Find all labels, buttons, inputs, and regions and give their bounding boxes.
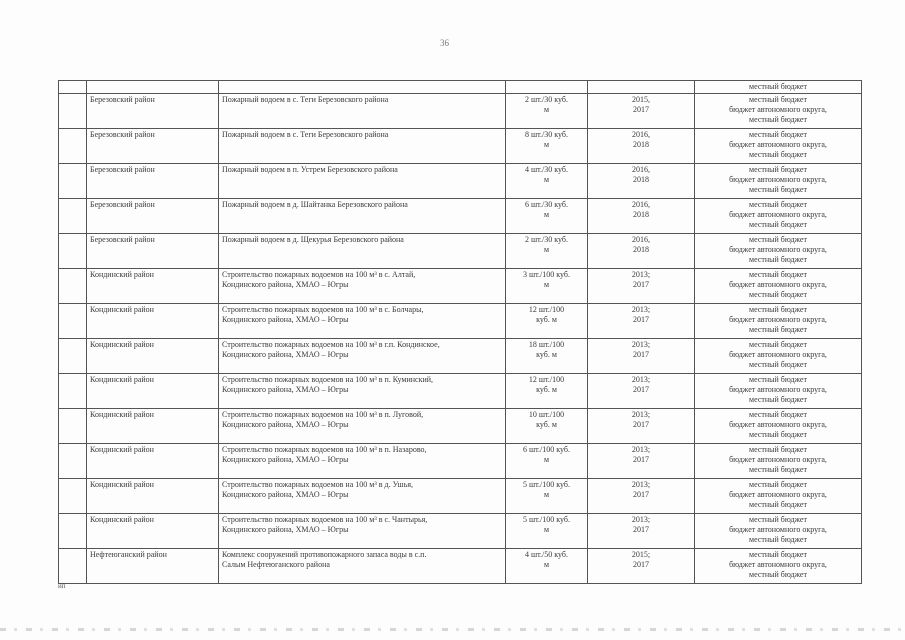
cell-district-text: Березовский район: [90, 165, 155, 174]
cell-district-text: Березовский район: [90, 235, 155, 244]
cell-funding-line: местный бюджет: [749, 115, 807, 124]
cell-years-line: 2016,: [632, 165, 650, 174]
cell-object: [219, 514, 506, 549]
cell-quantity-line: м: [543, 140, 550, 149]
cell-object-line: Кондинского района, ХМАО – Югры: [222, 420, 349, 429]
cell-quantity-line: 2 шт./30 куб.: [524, 235, 568, 244]
cell-quantity-line: 10 шт./100: [528, 410, 565, 419]
cell-years-line: 2013;: [631, 480, 651, 489]
cell-years: [588, 94, 695, 129]
cell-years: [588, 479, 695, 514]
cell-funding-line: местный бюджет: [749, 395, 807, 404]
cell-district: [87, 199, 219, 234]
cell-years-line: 2017: [633, 385, 649, 394]
cell-years-line: 2013;: [631, 270, 651, 279]
cell-quantity: [506, 234, 588, 269]
cell-years-line: 2013;: [631, 515, 651, 524]
cell-quantity-line: 8 шт./30 куб.: [524, 130, 568, 139]
cell-quantity: [506, 81, 588, 94]
cell-years-line: 2018: [633, 210, 649, 219]
cell-district: [87, 479, 219, 514]
page-number: 36: [440, 38, 449, 48]
cell-years-line: 2018: [633, 175, 649, 184]
cell-years: [588, 514, 695, 549]
cell-district: [87, 374, 219, 409]
cell-years-line: 2017: [633, 490, 649, 499]
cell-funding: [695, 409, 862, 444]
cell-funding: [695, 339, 862, 374]
cell-years: [588, 444, 695, 479]
table-row: [59, 549, 862, 584]
cell-object-line: Строительство пожарных водоемов на 100 м³ в д. Ушья,: [222, 480, 414, 489]
cell-object-line: Строительство пожарных водоемов на 100 м³ в с. Чантырья,: [222, 515, 428, 524]
cell-object-line: Строительство пожарных водоемов на 100 м³ в г.п. Кондинское,: [222, 340, 440, 349]
cell-quantity-line: 2 шт./30 куб.: [524, 95, 568, 104]
cell-funding-line: местный бюджет: [749, 360, 807, 369]
cell-years-line: 2013;: [631, 340, 651, 349]
cell-object: [219, 269, 506, 304]
cell-object-line: Пожарный водоем в д. Щекурья Березовского района: [222, 235, 404, 244]
cell-object-line: Кондинского района, ХМАО – Югры: [222, 280, 349, 289]
cell-index: [59, 199, 87, 234]
cell-quantity: [506, 269, 588, 304]
cell-district-text: Кондинский район: [90, 410, 154, 419]
cell-funding: [695, 549, 862, 584]
cell-quantity: [506, 479, 588, 514]
cell-funding: [695, 374, 862, 409]
cell-funding-line: местный бюджет: [749, 480, 807, 489]
cell-funding-line: местный бюджет: [749, 535, 807, 544]
scan-artifact-strip: [0, 628, 905, 631]
cell-funding: [695, 514, 862, 549]
cell-years-line: 2018: [633, 140, 649, 149]
cell-index: [59, 444, 87, 479]
table-row: [59, 304, 862, 339]
table-row: [59, 409, 862, 444]
cell-quantity-line: м: [543, 525, 550, 534]
cell-years-line: 2017: [633, 315, 649, 324]
cell-object: [219, 81, 506, 94]
cell-quantity: [506, 549, 588, 584]
cell-district: [87, 409, 219, 444]
cell-district-text: Березовский район: [90, 130, 155, 139]
cell-quantity: [506, 199, 588, 234]
cell-quantity-line: м: [543, 210, 550, 219]
cell-quantity-line: м: [543, 560, 550, 569]
cell-funding-line: бюджет автономного округа,: [729, 525, 827, 534]
cell-quantity: [506, 164, 588, 199]
cell-index: [59, 304, 87, 339]
cell-index: [59, 409, 87, 444]
cell-funding-line: бюджет автономного округа,: [729, 455, 827, 464]
cell-funding-line: местный бюджет: [749, 410, 807, 419]
cell-years-line: 2017: [633, 455, 649, 464]
table-row: [59, 269, 862, 304]
cell-funding-line: бюджет автономного округа,: [729, 245, 827, 254]
cell-quantity-line: 6 шт./100 куб.: [522, 445, 570, 454]
table-row: [59, 234, 862, 269]
cell-funding-line: местный бюджет: [749, 340, 807, 349]
cell-years-line: 2013;: [631, 445, 651, 454]
cell-funding-line: местный бюджет: [749, 270, 807, 279]
cell-funding-line: местный бюджет: [749, 570, 807, 579]
cell-district-text: Нефтеюганский район: [90, 550, 167, 559]
cell-funding: [695, 164, 862, 199]
cell-quantity-line: 4 шт./30 куб.: [524, 165, 568, 174]
cell-years-line: 2016,: [632, 235, 650, 244]
cell-object-line: Кондинского района, ХМАО – Югры: [222, 455, 349, 464]
cell-object-line: Строительство пожарных водоемов на 100 м³ в п. Куминский,: [222, 375, 434, 384]
cell-years: [588, 339, 695, 374]
cell-object-line: Кондинского района, ХМАО – Югры: [222, 350, 349, 359]
cell-funding-line: местный бюджет: [749, 95, 807, 104]
table-row: [59, 444, 862, 479]
cell-funding-line: бюджет автономного округа,: [729, 350, 827, 359]
cell-index: [59, 549, 87, 584]
cell-quantity-line: куб. м: [536, 420, 557, 429]
cell-quantity: [506, 514, 588, 549]
cell-funding-line: бюджет автономного округа,: [729, 175, 827, 184]
cell-funding: [695, 444, 862, 479]
cell-years: [588, 549, 695, 584]
cell-quantity-line: куб. м: [536, 385, 557, 394]
cell-years-line: 2017: [633, 420, 649, 429]
cell-funding-line: бюджет автономного округа,: [729, 560, 827, 569]
cell-district: [87, 549, 219, 584]
cell-quantity-line: куб. м: [536, 315, 557, 324]
cell-funding-line: бюджет автономного округа,: [729, 490, 827, 499]
cell-quantity-line: м: [543, 455, 550, 464]
cell-object: [219, 304, 506, 339]
cell-district-text: Кондинский район: [90, 305, 154, 314]
table-row: [59, 94, 862, 129]
table-header-row: [59, 81, 862, 94]
fire-reservoir-table: [58, 80, 862, 584]
cell-years: [588, 81, 695, 94]
cell-object: [219, 94, 506, 129]
cell-object-line: Пожарный водоем в п. Устрем Березовского района: [222, 165, 398, 174]
cell-object-line: Кондинского района, ХМАО – Югры: [222, 490, 349, 499]
cell-funding-line: бюджет автономного округа,: [729, 315, 827, 324]
cell-funding: [695, 81, 862, 94]
table-row: [59, 339, 862, 374]
cell-funding-line: бюджет автономного округа,: [729, 420, 827, 429]
table-row: [59, 479, 862, 514]
cell-index: [59, 374, 87, 409]
cell-district: [87, 514, 219, 549]
cell-funding-line: бюджет автономного округа,: [729, 210, 827, 219]
cell-funding-line: местный бюджет: [749, 185, 807, 194]
cell-object: [219, 199, 506, 234]
cell-funding-line: местный бюджет: [749, 165, 807, 174]
cell-funding-line: местный бюджет: [749, 325, 807, 334]
cell-object-line: Строительство пожарных водоемов на 100 м³ в с. Болчары,: [222, 305, 424, 314]
cell-years-line: 2017: [633, 280, 649, 289]
table-row: [59, 199, 862, 234]
cell-funding-line: местный бюджет: [749, 305, 807, 314]
cell-funding-line: бюджет автономного округа,: [729, 140, 827, 149]
cell-quantity-line: м: [543, 490, 550, 499]
cell-years-line: 2017: [633, 560, 649, 569]
cell-object: [219, 234, 506, 269]
cell-funding-line: местный бюджет: [749, 550, 807, 559]
cell-years: [588, 234, 695, 269]
cell-funding-line: бюджет автономного округа,: [729, 105, 827, 114]
cell-district-text: Березовский район: [90, 95, 155, 104]
cell-quantity-line: 18 шт./100: [528, 340, 565, 349]
cell-funding: [695, 304, 862, 339]
table-row: [59, 129, 862, 164]
cell-district: [87, 234, 219, 269]
cell-quantity-line: м: [543, 245, 550, 254]
cell-quantity: [506, 129, 588, 164]
cell-district-text: Кондинский район: [90, 445, 154, 454]
cell-quantity-line: 4 шт./50 куб.: [524, 550, 568, 559]
cell-quantity-line: 3 шт./100 куб.: [522, 270, 570, 279]
cell-district: [87, 164, 219, 199]
cell-district-text: Кондинский район: [90, 480, 154, 489]
cell-funding-line: местный бюджет: [749, 255, 807, 264]
cell-object: [219, 164, 506, 199]
cell-funding: [695, 479, 862, 514]
cell-index: [59, 514, 87, 549]
cell-index: [59, 234, 87, 269]
cell-quantity-line: 5 шт./100 куб.: [522, 480, 570, 489]
cell-index: [59, 81, 87, 94]
cell-object: [219, 479, 506, 514]
cell-quantity-line: м: [543, 280, 550, 289]
cell-years-line: 2013;: [631, 375, 651, 384]
cell-district-text: Кондинский район: [90, 375, 154, 384]
cell-years-line: 2017: [633, 105, 649, 114]
cell-years: [588, 129, 695, 164]
cell-district: [87, 339, 219, 374]
cell-district: [87, 444, 219, 479]
table-row: [59, 164, 862, 199]
cell-quantity: [506, 304, 588, 339]
cell-years: [588, 199, 695, 234]
cell-quantity: [506, 444, 588, 479]
cell-object: [219, 549, 506, 584]
cell-funding-line: бюджет автономного округа,: [729, 385, 827, 394]
cell-funding-line: местный бюджет: [749, 375, 807, 384]
cell-object-line: Кондинского района, ХМАО – Югры: [222, 525, 349, 534]
cell-district-text: Кондинский район: [90, 340, 154, 349]
cell-district: [87, 269, 219, 304]
cell-years: [588, 374, 695, 409]
cell-object-line: Пожарный водоем в с. Теги Березовского района: [222, 95, 389, 104]
cell-object-line: Кондинского района, ХМАО – Югры: [222, 315, 349, 324]
cell-funding-line: местный бюджет: [749, 235, 807, 244]
cell-funding-line: местный бюджет: [749, 515, 807, 524]
cell-years-line: 2013;: [631, 305, 651, 314]
cell-years: [588, 304, 695, 339]
cell-object: [219, 444, 506, 479]
cell-object-line: Строительство пожарных водоемов на 100 м³ в п. Назарово,: [222, 445, 427, 454]
cell-funding-line: местный бюджет: [749, 430, 807, 439]
cell-funding-line: местный бюджет: [749, 445, 807, 454]
cell-district-text: Кондинский район: [90, 270, 154, 279]
cell-years: [588, 164, 695, 199]
cell-object: [219, 409, 506, 444]
cell-years: [588, 409, 695, 444]
cell-district: [87, 129, 219, 164]
cell-years-line: 2017: [633, 350, 649, 359]
cell-years-line: 2018: [633, 245, 649, 254]
cell-index: [59, 339, 87, 374]
cell-quantity-line: 12 шт./100: [528, 305, 565, 314]
cell-quantity: [506, 94, 588, 129]
cell-funding: [695, 129, 862, 164]
footer-mark: ип: [58, 582, 66, 590]
cell-district-text: Кондинский район: [90, 515, 154, 524]
cell-quantity: [506, 339, 588, 374]
cell-object: [219, 339, 506, 374]
cell-quantity-line: м: [543, 175, 550, 184]
cell-quantity: [506, 374, 588, 409]
cell-quantity-line: 12 шт./100: [528, 375, 565, 384]
cell-funding: [695, 269, 862, 304]
cell-quantity-line: куб. м: [536, 350, 557, 359]
cell-funding-line: бюджет автономного округа,: [729, 280, 827, 289]
cell-funding-line: местный бюджет: [749, 220, 807, 229]
cell-object-line: Строительство пожарных водоемов на 100 м³ в с. Алтай,: [222, 270, 416, 279]
cell-years-line: 2015;: [631, 550, 651, 559]
cell-object-line: Пожарный водоем в д. Шайтанка Березовского района: [222, 200, 408, 209]
cell-years-line: 2016,: [632, 200, 650, 209]
cell-object-line: Комплекс сооружений противопожарного запаса воды в с.п.: [222, 550, 427, 559]
cell-index: [59, 479, 87, 514]
cell-object-line: Пожарный водоем в с. Теги Березовского района: [222, 130, 389, 139]
cell-funding-line: местный бюджет: [749, 465, 807, 474]
cell-years-line: 2013;: [631, 410, 651, 419]
cell-object-line: Кондинского района, ХМАО – Югры: [222, 385, 349, 394]
cell-years-line: 2016,: [632, 130, 650, 139]
table-row: [59, 514, 862, 549]
cell-index: [59, 269, 87, 304]
cell-object: [219, 129, 506, 164]
cell-quantity-line: м: [543, 105, 550, 114]
cell-funding: [695, 94, 862, 129]
cell-years-line: 2017: [633, 525, 649, 534]
cell-object-line: Строительство пожарных водоемов на 100 м³ в п. Луговой,: [222, 410, 424, 419]
cell-funding-line: местный бюджет: [749, 500, 807, 509]
cell-funding: [695, 234, 862, 269]
cell-years: [588, 269, 695, 304]
cell-funding-line: местный бюджет: [749, 290, 807, 299]
cell-index: [59, 129, 87, 164]
cell-quantity-line: 6 шт./30 куб.: [524, 200, 568, 209]
cell-quantity: [506, 409, 588, 444]
cell-index: [59, 164, 87, 199]
cell-funding-line: местный бюджет: [749, 200, 807, 209]
cell-funding-line: местный бюджет: [749, 150, 807, 159]
cell-district: [87, 81, 219, 94]
cell-district: [87, 304, 219, 339]
cell-quantity-line: 5 шт./100 куб.: [522, 515, 570, 524]
table-row: [59, 374, 862, 409]
cell-district-text: Березовский район: [90, 200, 155, 209]
header-funding-text: местный бюджет: [749, 82, 807, 91]
cell-object: [219, 374, 506, 409]
cell-funding-line: местный бюджет: [749, 130, 807, 139]
cell-object-line: Салым Нефтеюганского района: [222, 560, 330, 569]
cell-index: [59, 94, 87, 129]
cell-district: [87, 94, 219, 129]
cell-funding: [695, 199, 862, 234]
cell-years-line: 2015,: [632, 95, 650, 104]
